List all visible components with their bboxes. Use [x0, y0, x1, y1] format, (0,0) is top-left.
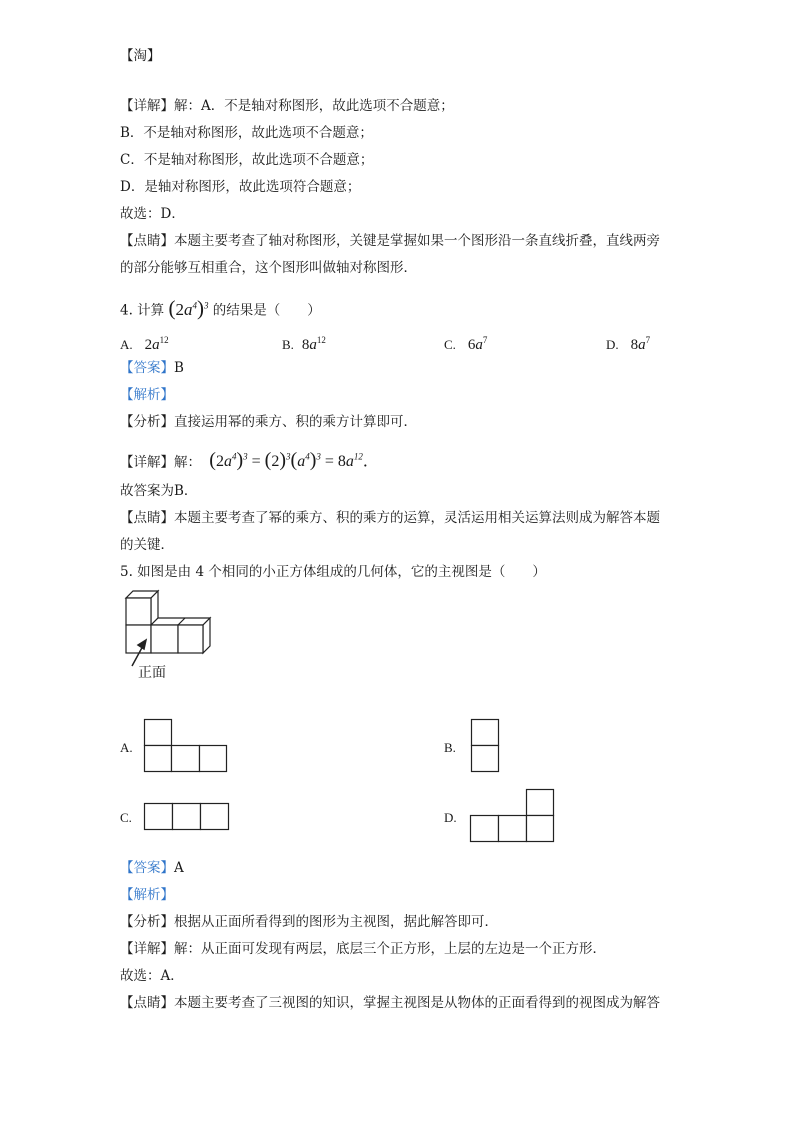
option-d[interactable]: D. $8a^7$: [606, 335, 651, 353]
option-a-figure[interactable]: [144, 719, 228, 773]
comment-line-2: 的部分能够互相重合，这个图形叫做轴对称图形．: [120, 260, 417, 276]
comment-line-1: [120, 508, 660, 528]
comment-line-1: [120, 231, 660, 251]
detail-formula: $(2a^4)^3 = (2)^3(a^4)^3 = 8a^{12}$．: [209, 449, 379, 472]
conclusion-line: 故答案为B．: [120, 483, 198, 499]
comment-tag: 【点睛】: [120, 995, 174, 1011]
comment-text: 本题主要考查了三视图的知识，掌握主视图是从物体的正面看得到的视图成为解答: [174, 995, 660, 1011]
comment-line: [120, 993, 660, 1013]
detail-line-4: D．是轴对称图形，故此选项符合题意；: [120, 179, 361, 195]
conclusion-line: 故选：A．: [120, 968, 184, 984]
answer-value: B: [174, 360, 184, 376]
detail-line-3: C．不是轴对称图形，故此选项不合题意；: [120, 152, 374, 168]
option-a-label[interactable]: A.: [120, 740, 133, 755]
comment-tag: 【点睛】: [120, 233, 174, 249]
top-cube-front-face: [126, 598, 151, 625]
option-c-label[interactable]: C.: [120, 810, 132, 825]
detail-line: [120, 444, 379, 475]
question-4-suffix: 的结果是（ ）: [212, 302, 321, 319]
option-c-figure[interactable]: [144, 803, 230, 831]
comment-tag: 【点睛】: [120, 510, 174, 526]
analysis-tag: 【解析】: [120, 387, 174, 403]
question-4: [120, 292, 321, 324]
answer-tag: 【答案】: [120, 360, 174, 376]
comment-line-2: 的关键．: [120, 537, 174, 553]
comment-text: 本题主要考查了幂的乘方、积的乘方的运算，灵活运用相关运算法则成为解答本题: [174, 510, 660, 526]
comment-text: 本题主要考查了轴对称图形，关键是掌握如果一个图形沿一条直线折叠，直线两旁: [174, 233, 660, 249]
detail-line-1: 【详解】解：A．不是轴对称图形，故此选项不合题意；: [120, 98, 454, 114]
answer-value: A: [174, 860, 184, 876]
section-tag: 【淘】: [120, 48, 161, 64]
question-4-expression: $(2a^4)^3$: [168, 295, 209, 320]
detail-line-2: B．不是轴对称图形，故此选项不合题意；: [120, 125, 373, 141]
bottom-row-top-face: [151, 618, 210, 625]
option-c[interactable]: C. $6a^7$: [444, 335, 488, 353]
analysis-tag: 【解析】: [120, 887, 174, 903]
question-5: 5. 如图是由 4 个相同的小正方体组成的几何体，它的主视图是（ ）: [120, 564, 546, 580]
bottom-row-side-face: [203, 618, 210, 653]
answer-line: [120, 358, 184, 378]
option-d-label[interactable]: D.: [444, 810, 457, 825]
front-label: 正面: [138, 665, 166, 681]
detail-line: 【详解】解：从正面可发现有两层，底层三个正方形，上层的左边是一个正方形．: [120, 941, 606, 957]
option-b-figure[interactable]: [471, 719, 501, 773]
analysis-line: 【分析】直接运用幂的乘方、积的乘方计算即可．: [120, 414, 417, 430]
conclusion-line: 故选：D．: [120, 206, 185, 222]
option-a[interactable]: A. $2a^{12}$: [120, 335, 169, 353]
analysis-line: 【分析】根据从正面所看得到的图形为主视图，据此解答即可．: [120, 914, 498, 930]
detail-prefix: 【详解】解：: [120, 454, 201, 471]
option-d-figure[interactable]: [470, 789, 556, 843]
question-4-prefix: 4. 计算: [120, 302, 165, 319]
option-b[interactable]: B. $8a^{12}$: [282, 335, 326, 353]
cube-figure: [120, 588, 220, 658]
answer-line: [120, 858, 184, 878]
option-b-label[interactable]: B.: [444, 740, 456, 755]
answer-tag: 【答案】: [120, 860, 174, 876]
